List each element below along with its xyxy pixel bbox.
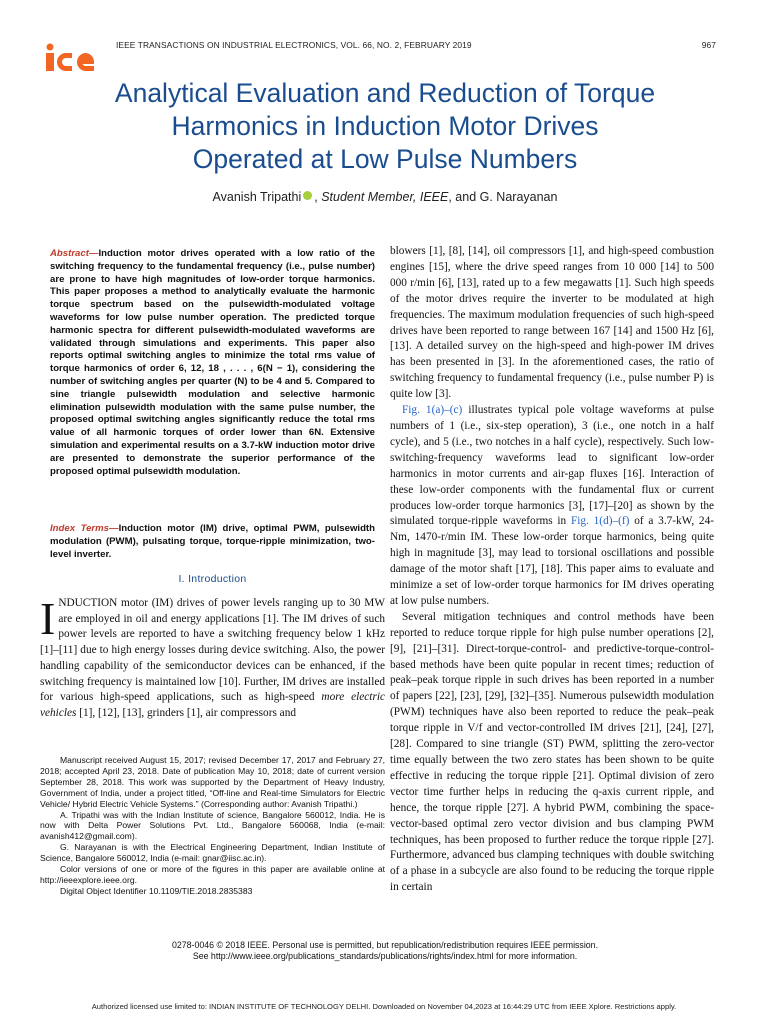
abstract: [50, 248, 375, 478]
authorized-use-notice: Authorized licensed use limited to: INDIAN INSTITUTE OF TECHNOLOGY DELHI. Downloaded on November 04,2023 at 16:44:29 UTC from IEEE Xplore. Restrictions apply.: [91, 1002, 677, 1011]
intro-text-end: [1], [12], [13], grinders [1], air compressors and: [76, 706, 296, 719]
paper-title: [40, 77, 730, 176]
intro-italic: more electric vehicles: [40, 691, 385, 719]
footnote: Manuscript received August 15, 2017; revised December 17, 2017 and February 27, 2018; accepted April 23, 2018. Date of publication May 10, 2018; date of current version September 28, 2018. This work was supported by the Department of Heavy Industry, Government of India, under a project titled, “Off-line and Real-time Simulators for Electric Vehicle/ Hybrid Electric Vehicle Systems.” (Corresponding author: Avanish Tripathi.): [40, 755, 385, 809]
copyright-line: See http://www.ieee.org/publications_standards/publications/rights/index.html for more information.: [192, 951, 578, 961]
page-number: 967: [701, 40, 716, 50]
index-terms: [50, 523, 375, 561]
body-paragraph: Several mitigation techniques and control methods have been reported to reduce torque ripple for high pulse number operations [2], [9], [21]–[31]. Direct-torque-control- and predictive-torque-control-based methods have been quite popular in recent times; reduction of peak–peak torque ripple in such drives has been reported in a number of papers [22], [23], [29], [32]–[35]. Numerous pulsewidth modulation (PWM) techniques have also been reported to reduce the peak–peak torque ripple in V/f and vector-controlled IM drives [21], [24], [27], [28]. Compared to sine triangle (ST) PWM, splitting the zero-vector time equally between the two zero states has been shown to be quite effective in reducing the torque ripple [21]. Optimal division of zero vector time further helps in reducing the q-axis current ripple, and hence, the torque ripple [27]. A hybrid PWM, combining the space-vector-based optimal zero vector division and bus clamping PWM techniques, has been proposed to further reduce the torque ripple [27]. Furthermore, advanced bus clamping techniques with double switching of a phase in a subcycle are also found to be reducing the torque ripple in certain: [390, 610, 714, 894]
copyright-line: 0278-0046 © 2018 IEEE. Personal use is permitted, but republication/redistribution requires IEEE permission.: [171, 940, 599, 950]
copyright-notice: [40, 940, 730, 962]
footnote: Digital Object Identifier 10.1109/TIE.2018.2835383: [60, 885, 253, 896]
index-terms-text: Induction motor (IM) drive, optimal PWM, pulsewidth modulation (PWM), pulsating torque, torque-ripple minimization, two-level inverter.: [50, 523, 375, 560]
section-heading: I. Introduction: [178, 573, 247, 585]
body-text: of a 3.7-kW, 24-Nm, 1470-r/min IM. These low-order torque harmonics, being quite high in magnitude [3], may lead to torsional oscillations and possible damage of the motor shaft [17], [18]. This paper aims to evaluate and minimize a set of low-order torque harmonics for IM drives operating at low pulse numbers.: [390, 515, 714, 607]
title-line: Analytical Evaluation and Reduction of Torque: [114, 78, 656, 108]
dropcap: I: [40, 593, 56, 644]
index-terms-lead: Index Terms—: [50, 523, 119, 534]
title-line: Harmonics in Induction Motor Drives: [171, 111, 599, 141]
abstract-text: Induction motor drives operated with a low ratio of the switching frequency to the fundamental frequency (i.e., pulse number) are prone to have high magnitudes of low-order torque harmonics. This paper proposes a method to analytically evaluate the harmonic torque spectrum based on the pulsewidth-modulated voltage waveforms for low pulse number operation. The predicted torque harmonic spectra for different pulsewidth-modulated waveforms are validated through simulations and experiments. This paper also reports optimal switching angles to minimize the total rms value of torque harmonics of order 6, 12, 18 , . . . , 6(N − 1), considering the number of switching angles per quarter (N) to be 4 and 5. Compared to sine triangle pulsewidth modulation and selective harmonic elimination pulsewidth modulation with the same pulse number, the proposed optimal switching angles significantly reduce the total rms value of all harmonic torques of order lower than 6N. Extensive simulation and experimental results on a 3.7-kW induction motor drive are presented to demonstrate the superior performance of the proposed optimal pulsewidth modulation.: [50, 248, 375, 477]
right-column: [390, 244, 714, 896]
ieee-logo: [40, 40, 102, 74]
journal-line: IEEE TRANSACTIONS ON INDUSTRIAL ELECTRONICS, VOL. 66, NO. 2, FEBRUARY 2019: [116, 40, 472, 50]
body-text: illustrates typical pole voltage waveforms at pulse numbers of 1 (i.e., six-step operation), 3 (i.e., one notch in a half cycle), and 5 (i.e., two notches in a half cycle), respectively. Such low-switching-frequency waveforms lead to significant low-order harmonics in motor currents and air-gap fluxes [16]. Interaction of these low-order components with the fundamental flux or current produces low-order torque harmonics [3], [17]–[20] as shown by the simulated torque-ripple waveforms in: [390, 404, 715, 528]
intro-text: NDUCTION motor (IM) drives of power levels ranging up to 30 MW are employed in oil and energy applications [1]. The IM drives of such power levels are reported to have a switching frequency below 1 kHz [1]–[11] due to high energy losses during device switching. Also, the power handling capability of the semiconductor devices can be enhanced, if the switching frequency is maintained low [10]. Further, IM drives are installed for various high-speed applications, such as high-speed: [40, 597, 385, 704]
author-name: Avanish Tripathi: [212, 190, 302, 204]
footnotes: [40, 755, 385, 897]
author-rest: , and G. Narayanan: [448, 190, 558, 204]
footnote: Color versions of one or more of the figures in this paper are available online at http://ieeexplore.ieee.org.: [40, 864, 385, 885]
abstract-lead: Abstract—: [50, 248, 99, 259]
author-membership: Student Member, IEEE: [321, 190, 449, 204]
author-line: Avanish Tripathi , Student Member, IEEE, and G. Narayanan: [212, 190, 558, 204]
footnote: A. Tripathi was with the Indian Institute of science, Bangalore 560012, India. He is now with Delta Power Solutions Pvt. Ltd., Bangalore 560068, India (e-mail: avanish412@gmail.com).: [40, 809, 385, 842]
intro-paragraph: [40, 593, 385, 722]
orcid-icon[interactable]: [303, 191, 312, 200]
body-paragraph: blowers [1], [8], [14], oil compressors [1], and high-speed combustion engines [15], where the drive speed ranges from 10 000 [14] to 500 000 r/min [6], [13], rated up to a few megawatts [1]. Such high speeds of the motor drives require the inverter to be modulated at high frequencies. The maximum modulation frequencies of such high-speed drives have been reported to range between 167 [14] and 1500 Hz [6], [13]. A detailed survey on the high-speed and high-power IM drives has been presented in [3]. In the aforementioned cases, the ratio of switching frequency to fundamental frequency (i.e., pulse number P) is quite low [3].: [390, 245, 714, 401]
running-header: [116, 40, 716, 50]
figure-link[interactable]: Fig. 1(a)–(c): [402, 404, 463, 417]
title-line: Operated at Low Pulse Numbers: [192, 144, 578, 174]
footnote: G. Narayanan is with the Electrical Engineering Department, Indian Institute of Science, Bangalore 560012, India (e-mail: gnar@iisc.ac.in).: [40, 842, 385, 864]
figure-link[interactable]: Fig. 1(d)–(f): [570, 515, 630, 528]
body-paragraph: [390, 403, 714, 610]
